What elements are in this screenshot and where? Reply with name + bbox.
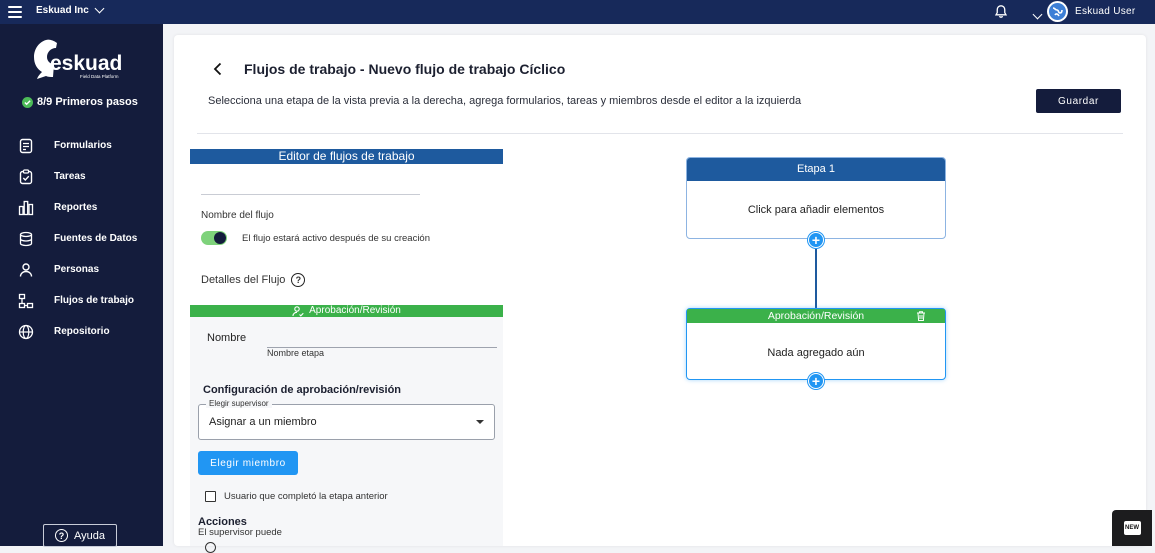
config-title: Configuración de aprobación/revisión [203, 384, 402, 396]
top-bar [0, 0, 1155, 24]
avatar[interactable] [1047, 1, 1068, 22]
stage-name-input[interactable] [267, 331, 497, 348]
trash-icon[interactable] [915, 310, 927, 322]
stage-name-label: Nombre [207, 332, 247, 344]
supervisor-select-value: Asignar a un miembro [209, 416, 317, 428]
person-icon [18, 262, 34, 278]
flow-name-input[interactable] [201, 176, 420, 195]
flow-active-label: El flujo estará activo después de su creación [242, 233, 430, 244]
stage-type-bar [190, 305, 503, 317]
company-switcher[interactable] [36, 5, 103, 16]
help-label: Ayuda [74, 529, 105, 542]
actions-subtitle: El supervisor puede [198, 527, 282, 538]
chart-icon [18, 200, 34, 216]
bell-icon[interactable] [994, 4, 1008, 19]
add-stage-button[interactable]: + [808, 232, 824, 248]
globe-icon [18, 324, 34, 340]
sidebar-nav [0, 130, 163, 347]
page-subtitle: Selecciona una etapa de la vista previa a la derecha, agrega formularios, tareas y miembros desde el editor a la izquierda [208, 95, 802, 107]
sidebar-item-label: Flujos de trabajo [54, 295, 135, 306]
back-arrow-icon[interactable] [211, 62, 225, 76]
steps-label: 8/9 Primeros pasos [37, 96, 138, 108]
stage-name-hint: Nombre etapa [267, 348, 325, 358]
sidebar-item-label: Tareas [54, 171, 86, 182]
clipboard-icon [18, 169, 34, 185]
check-circle-icon [22, 97, 33, 108]
supervisor-select-legend: Elegir supervisor [206, 399, 272, 408]
stage-2-body: Nada agregado aún [767, 347, 865, 359]
flow-details [201, 273, 305, 287]
stage-connector [815, 249, 817, 308]
actions-title: Acciones [198, 516, 247, 528]
sidebar-item-reportes[interactable] [0, 192, 163, 223]
person-check-icon [292, 306, 304, 317]
stage-type-label: Aprobación/Revisión [309, 305, 401, 316]
chevron-down-icon [94, 4, 104, 14]
sidebar-item-label: Repositorio [54, 326, 110, 337]
question-icon: ? [55, 529, 68, 542]
sidebar-item-repositorio[interactable] [0, 316, 163, 347]
user-name[interactable]: Eskuad User [1075, 6, 1136, 17]
stage-2-title-label: Aprobación/Revisión [767, 310, 865, 322]
sidebar-item-label: Formularios [54, 140, 112, 151]
sidebar-item-flujos-de-trabajo[interactable] [0, 285, 163, 316]
database-icon [18, 231, 34, 247]
company-name: Eskuad Inc [36, 5, 89, 16]
stage-1-body: Click para añadir elementos [747, 204, 885, 216]
action-radio[interactable] [205, 542, 216, 553]
sidebar-item-label: Personas [54, 264, 100, 275]
page-title: Flujos de trabajo - Nuevo flujo de trabajo Cíclico [244, 61, 566, 77]
previous-user-checkbox[interactable] [205, 491, 216, 502]
avatar-globe-icon [1049, 3, 1066, 20]
stage-2-node[interactable] [686, 308, 946, 380]
sidebar-item-label: Fuentes de Datos [54, 233, 138, 244]
sidebar-item-tareas[interactable] [0, 161, 163, 192]
sidebar [0, 24, 163, 546]
editor-title: Editor de flujos de trabajo [190, 149, 503, 164]
help-circle-icon[interactable]: ? [291, 273, 305, 287]
sidebar-item-formularios[interactable] [0, 130, 163, 161]
stage-1-node[interactable] [686, 157, 946, 239]
form-icon [18, 138, 34, 154]
flow-details-label: Detalles del Flujo [201, 274, 286, 286]
add-stage-button[interactable]: + [808, 373, 824, 389]
whats-new-button[interactable] [1112, 510, 1152, 546]
brand-name: eskuad [50, 52, 123, 75]
save-button[interactable]: Guardar [1036, 89, 1121, 113]
user-menu-chevron-icon[interactable] [1031, 5, 1041, 23]
flow-name-label: Nombre del flujo [201, 210, 274, 221]
getting-started-progress[interactable] [22, 96, 138, 108]
sidebar-item-personas[interactable] [0, 254, 163, 285]
eskuad-logo[interactable] [30, 34, 130, 94]
brand-tagline: Field Data Platform [80, 74, 119, 79]
choose-member-button[interactable]: Elegir miembro [198, 451, 298, 475]
stage-2-title [687, 309, 945, 323]
workflow-icon [18, 293, 34, 309]
caret-down-icon [476, 420, 484, 424]
sidebar-item-label: Reportes [54, 202, 98, 213]
menu-icon[interactable] [8, 5, 22, 19]
stage-1-title: Etapa 1 [687, 158, 945, 181]
new-badge-label: NEW [1124, 521, 1141, 535]
help-button[interactable] [43, 524, 117, 547]
previous-user-label: Usuario que completó la etapa anterior [224, 491, 388, 502]
flow-active-toggle[interactable] [201, 231, 227, 245]
divider [197, 133, 1123, 134]
sidebar-item-fuentes-de-datos[interactable] [0, 223, 163, 254]
